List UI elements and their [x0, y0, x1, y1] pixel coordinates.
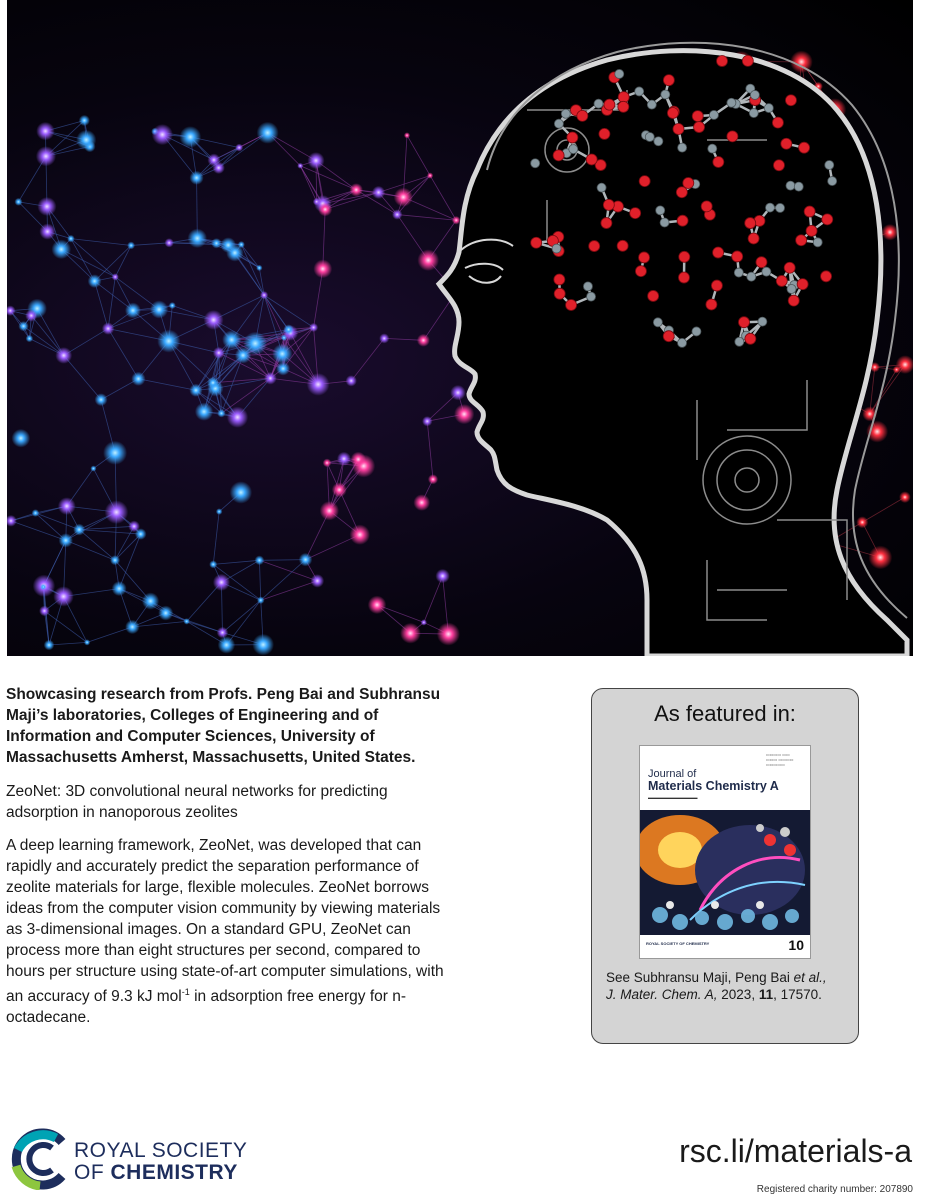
oxygen-atom [797, 279, 808, 290]
silicon-atom [747, 272, 756, 281]
network-node [40, 584, 46, 590]
cover-publisher-logo: ROYAL SOCIETY OF CHEMISTRY [646, 941, 710, 946]
silicon-atom [764, 104, 773, 113]
network-node [189, 384, 202, 397]
citation-volume: 11 [758, 987, 774, 1002]
network-node [157, 330, 180, 353]
network-link [351, 338, 384, 380]
oxygen-atom [586, 154, 597, 165]
oxygen-atom [677, 215, 688, 226]
network-link [427, 421, 433, 479]
oxygen-atom [577, 110, 588, 121]
oxygen-atom [676, 187, 687, 198]
network-link [300, 166, 316, 202]
oxygen-atom [673, 123, 684, 134]
oxygen-atom [554, 288, 565, 299]
silicon-atom [561, 109, 570, 118]
network-node [350, 183, 363, 196]
network-node [313, 198, 321, 206]
oxygen-atom [711, 280, 722, 291]
oxygen-atom [603, 199, 614, 210]
ai-head-network-graphic [7, 0, 913, 656]
network-node [351, 452, 366, 467]
oxygen-atom [756, 257, 767, 268]
network-node [25, 309, 37, 321]
citation-text[interactable] [606, 969, 851, 1003]
network-node [26, 335, 33, 342]
oxygen-atom [785, 95, 796, 106]
network-node [218, 636, 235, 653]
network-node [44, 640, 55, 651]
network-node [95, 393, 108, 406]
silicon-atom [758, 317, 767, 326]
network-node [346, 375, 357, 386]
featured-panel [591, 688, 859, 1044]
oxygen-atom [635, 266, 646, 277]
network-node [142, 592, 159, 609]
silicon-atom [587, 292, 596, 301]
network-node [217, 409, 225, 417]
network-link [261, 560, 306, 601]
oxygen-atom [678, 272, 689, 283]
oxygen-atom [617, 240, 628, 251]
network-node [379, 333, 389, 343]
network-node [417, 334, 430, 347]
silicon-atom [828, 177, 837, 186]
network-node [58, 497, 76, 515]
network-node [435, 569, 449, 583]
network-node [150, 300, 168, 318]
network-node [368, 596, 386, 614]
silicon-atom [825, 160, 834, 169]
oxygen-atom [706, 299, 717, 310]
oxygen-atom [589, 241, 600, 252]
network-node [211, 238, 221, 248]
network-node [307, 373, 330, 396]
oxygen-atom [788, 295, 799, 306]
network-link [264, 295, 289, 329]
network-link [64, 355, 101, 399]
network-link [131, 243, 169, 246]
oxygen-atom [683, 177, 694, 188]
network-node [235, 144, 243, 152]
network-node [226, 244, 243, 261]
oxygen-atom [772, 117, 783, 128]
head-silhouette [439, 51, 907, 656]
network-link [862, 497, 905, 522]
network-link [259, 560, 305, 561]
oxygen-atom [713, 157, 724, 168]
network-link [407, 135, 430, 175]
silicon-atom [615, 69, 624, 78]
rsc-line1: ROYAL SOCIETY [74, 1139, 248, 1162]
network-link [95, 281, 109, 328]
network-link [108, 329, 138, 379]
network-node [437, 622, 460, 645]
oxygen-atom [601, 218, 612, 229]
silicon-atom [583, 282, 592, 291]
network-node [84, 639, 90, 645]
silicon-atom [786, 181, 795, 190]
network-node [73, 524, 85, 536]
citation-journal: J. Mater. Chem. A, [606, 987, 718, 1002]
oxygen-atom [781, 138, 792, 149]
network-node [36, 122, 54, 140]
network-node [222, 330, 241, 349]
oxygen-atom [799, 142, 810, 153]
network-link [397, 215, 456, 221]
network-node [112, 581, 127, 596]
network-node [318, 202, 332, 216]
silicon-atom [656, 206, 665, 215]
network-node [272, 344, 292, 364]
abstract-superscript: -1 [181, 987, 190, 997]
network-link [325, 192, 378, 209]
abstract-text [6, 835, 456, 1028]
network-link [430, 176, 456, 221]
silicon-atom [735, 337, 744, 346]
silicon-atom [776, 203, 785, 212]
network-node [882, 224, 898, 240]
network-node [899, 491, 911, 503]
network-node [213, 347, 225, 359]
charity-number: Registered charity number: 207890 [756, 1184, 913, 1195]
cover-issue-meta-icon: ▭▭▭▭ ▭▭ ▭▭▭ ▭▭▭▭ ▭▭▭▭▭ [766, 752, 794, 767]
network-node [320, 501, 339, 520]
network-node [230, 481, 252, 503]
network-link [213, 560, 259, 564]
network-link [115, 245, 131, 276]
oxygen-atom [773, 160, 784, 171]
cover-anniversary-badge: 10 [788, 937, 804, 953]
network-link [261, 581, 318, 600]
oxygen-atom [821, 271, 832, 282]
network-link [79, 530, 115, 561]
network-node [67, 235, 75, 243]
silicon-atom [762, 267, 771, 276]
oxygen-atom [567, 132, 578, 143]
network-node [105, 500, 129, 524]
network-node [264, 372, 277, 385]
network-node [454, 404, 474, 424]
network-node [392, 209, 402, 219]
oxygen-atom [554, 274, 565, 285]
network-link [138, 379, 196, 390]
network-node [257, 122, 279, 144]
citation-authors: See Subhransu Maji, Peng Bai [606, 970, 794, 985]
rsc-line2 [74, 1162, 247, 1184]
network-node [79, 115, 90, 126]
silicon-atom [660, 218, 669, 227]
network-node [257, 596, 265, 604]
network-node [235, 347, 251, 363]
network-node [856, 516, 868, 528]
network-node [422, 416, 432, 426]
silicon-atom [678, 338, 687, 347]
network-node [131, 372, 145, 386]
silicon-atom [734, 268, 743, 277]
network-node [125, 620, 139, 634]
network-node [216, 508, 223, 515]
showcase-text: Showcasing research from Profs. Peng Bai and Subhransu Maji’s laboratories, Colleges of Engineering and of Information and Computer Sciences, University of Massachusetts Amherst, Massachusetts, United States. [6, 686, 441, 766]
citation-pages: , 17570. [773, 987, 822, 1002]
network-node [158, 606, 173, 621]
network-node [309, 323, 318, 332]
silicon-atom [569, 145, 578, 154]
network-node [52, 240, 72, 260]
silicon-atom [645, 133, 654, 142]
cover-artwork [640, 810, 810, 935]
network-node [180, 126, 202, 148]
oxygen-atom [804, 206, 815, 217]
oxygen-atom [639, 252, 650, 263]
network-node [428, 474, 438, 484]
oxygen-atom [738, 317, 749, 328]
cover-journal-title [648, 768, 779, 793]
rsc-wordmark [74, 1140, 247, 1184]
silicon-atom [692, 327, 701, 336]
oxygen-atom [618, 101, 629, 112]
silicon-atom [727, 98, 736, 107]
oxygen-atom [599, 128, 610, 139]
oxygen-atom [531, 237, 542, 248]
network-node [256, 265, 262, 271]
network-node [39, 606, 50, 617]
silicon-atom [647, 100, 656, 109]
oxygen-atom [694, 122, 705, 133]
oxygen-atom [553, 150, 564, 161]
network-node [332, 482, 347, 497]
silicon-atom [661, 90, 670, 99]
journal-url-link[interactable]: rsc.li/materials-a [679, 1133, 912, 1169]
network-node [450, 385, 465, 400]
oxygen-atom [806, 225, 817, 236]
article-title: ZeoNet: 3D convolutional neural networks for predicting adsorption in nanoporous zeolites [6, 783, 388, 821]
network-node [427, 172, 433, 178]
network-node [207, 377, 219, 389]
network-node [15, 198, 23, 206]
network-node [207, 154, 220, 167]
oxygen-atom [776, 275, 787, 286]
network-link [119, 534, 141, 589]
network-node [169, 302, 176, 309]
cover-journal-line2: Materials Chemistry A [648, 779, 779, 793]
network-node [283, 324, 293, 334]
oxygen-atom [692, 111, 703, 122]
network-node [417, 249, 439, 271]
journal-cover[interactable] [639, 745, 811, 959]
network-node [413, 494, 430, 511]
oxygen-atom [679, 251, 690, 262]
silicon-atom [594, 99, 603, 108]
network-node [252, 634, 274, 656]
network-node [190, 171, 204, 185]
oxygen-atom [667, 108, 678, 119]
silicon-atom [709, 110, 718, 119]
network-node [195, 403, 213, 421]
silicon-atom [654, 137, 663, 146]
network-node [88, 274, 102, 288]
hero-illustration [7, 0, 913, 656]
network-link [132, 621, 186, 627]
oxygen-atom [566, 299, 577, 310]
network-node [421, 619, 427, 625]
oxygen-atom [727, 131, 738, 142]
oxygen-atom [796, 235, 807, 246]
network-node [204, 310, 224, 330]
network-link [49, 642, 87, 645]
network-node [313, 259, 332, 278]
rsc-of: OF [74, 1161, 111, 1184]
network-node [37, 197, 56, 216]
network-node [103, 441, 127, 465]
abstract-end: in adsorption free energy for n-octadecane. [6, 988, 407, 1027]
silicon-atom [597, 183, 606, 192]
citation-etal: et al., [793, 970, 827, 985]
network-node [110, 555, 120, 565]
silicon-atom [653, 318, 662, 327]
network-node [394, 188, 413, 207]
network-node [90, 465, 96, 471]
oxygen-atom [639, 176, 650, 187]
network-node [12, 429, 31, 448]
network-node [213, 574, 230, 591]
oxygen-atom [663, 75, 674, 86]
network-link [66, 540, 115, 560]
silicon-atom [708, 144, 717, 153]
network-node [260, 291, 268, 299]
cover-tagline-icon: ▬▬▬▬▬▬▬▬▬▬▬ [648, 795, 698, 800]
oxygen-atom [745, 218, 756, 229]
network-node [59, 533, 73, 547]
network-link [11, 521, 66, 541]
network-link [71, 239, 131, 246]
silicon-atom [794, 182, 803, 191]
network-node [128, 521, 140, 533]
network-node [400, 623, 421, 644]
network-link [215, 378, 270, 388]
network-node [299, 553, 312, 566]
network-link [213, 512, 219, 565]
rsc-logo-icon [10, 1128, 70, 1190]
network-node [165, 238, 174, 247]
silicon-atom [749, 109, 758, 118]
citation-year: 2023, [717, 987, 759, 1002]
network-node [32, 509, 40, 517]
network-link [259, 560, 260, 600]
silicon-atom [635, 87, 644, 96]
article-description [6, 684, 456, 1028]
network-node [869, 546, 893, 570]
network-node [404, 132, 410, 138]
network-node [18, 321, 28, 331]
oxygen-atom [701, 201, 712, 212]
silicon-atom [813, 238, 822, 247]
network-node [337, 452, 351, 466]
network-node [255, 555, 265, 565]
cover-journal-line1: Journal of [648, 768, 697, 780]
network-node [102, 322, 114, 334]
network-node [188, 229, 207, 248]
oxygen-atom [630, 208, 641, 219]
silicon-atom [750, 90, 759, 99]
network-link [222, 600, 260, 632]
network-link [221, 355, 243, 413]
network-node [55, 347, 72, 364]
network-node [297, 163, 303, 169]
silicon-atom [531, 159, 540, 168]
network-node [307, 152, 324, 169]
network-node [76, 130, 96, 150]
network-node [227, 407, 248, 428]
silicon-atom [766, 203, 775, 212]
oxygen-atom [748, 233, 759, 244]
featured-heading: As featured in: [654, 701, 796, 726]
silicon-atom [678, 143, 687, 152]
network-link [221, 378, 270, 413]
network-node [7, 305, 16, 316]
network-link [35, 513, 79, 530]
network-node [209, 560, 217, 568]
network-node [372, 186, 385, 199]
silicon-atom [554, 119, 563, 128]
network-node [7, 515, 17, 527]
silicon-atom [552, 244, 561, 253]
network-node [452, 216, 461, 225]
oxygen-atom [713, 247, 724, 258]
silicon-atom [787, 285, 796, 294]
network-node [276, 362, 290, 376]
network-node [183, 618, 189, 624]
oxygen-atom [745, 333, 756, 344]
network-node [311, 574, 325, 588]
network-link [71, 239, 95, 281]
network-node [125, 303, 141, 319]
network-node [152, 124, 173, 145]
network-link [108, 277, 115, 329]
network-node [127, 242, 135, 250]
oxygen-atom [742, 55, 753, 66]
oxygen-atom [717, 56, 728, 67]
oxygen-atom [732, 251, 743, 262]
network-node [53, 586, 73, 606]
network-node [36, 146, 56, 166]
oxygen-atom [648, 290, 659, 301]
oxygen-atom [663, 331, 674, 342]
abstract-body: A deep learning framework, ZeoNet, was developed that can rapidly and accurately predict the separation performance of zeolite materials for large, flexible molecules. ZeoNet borrows ideas from the computer vision community by viewing materials as 3-dimensional images. On a standard GPU, ZeoNet can process more than eight structures per second, compared to hours per structure using state-of-art computer simulations, with an accuracy of 9.3 kJ mol [6, 837, 444, 1006]
oxygen-atom [822, 214, 833, 225]
network-node [39, 223, 55, 239]
oxygen-atom [604, 99, 615, 110]
network-node [350, 525, 370, 545]
network-node [112, 273, 119, 280]
oxygen-atom [784, 262, 795, 273]
network-link [424, 576, 443, 622]
rsc-chemistry: CHEMISTRY [110, 1161, 238, 1184]
network-node [323, 459, 332, 468]
